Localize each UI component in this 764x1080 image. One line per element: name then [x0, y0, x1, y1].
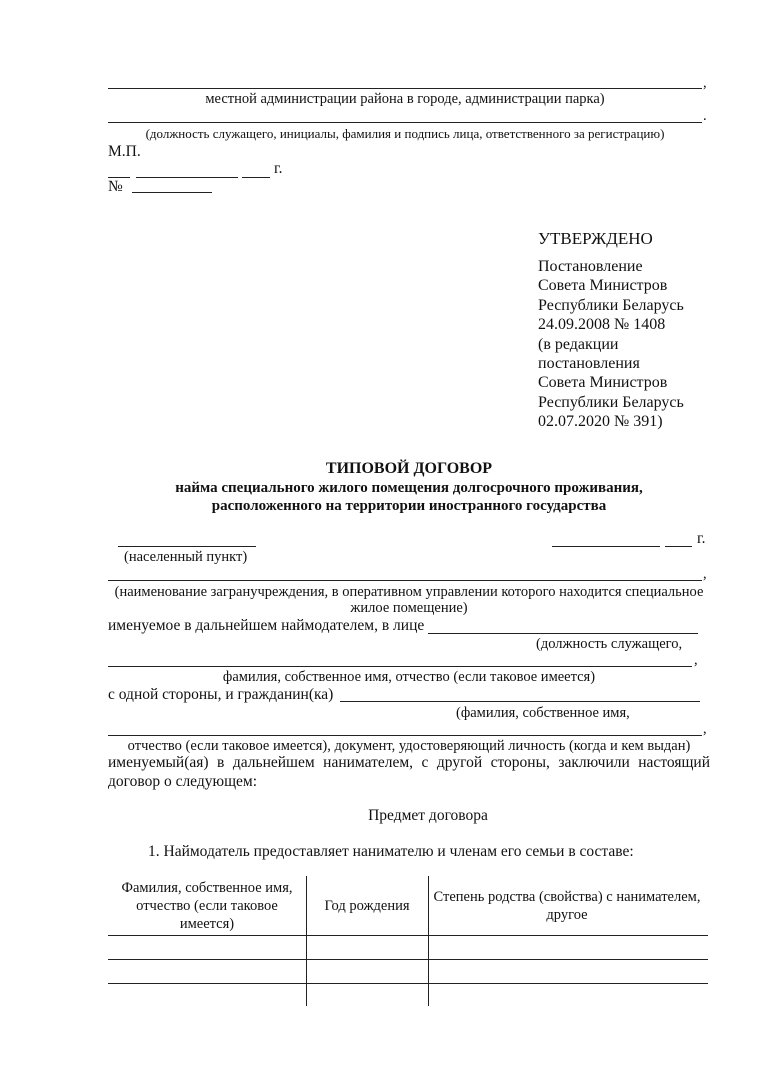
line-suffix: .	[703, 108, 707, 124]
date-suffix: г.	[274, 160, 283, 177]
approval-line: Республики Беларусь	[538, 393, 684, 411]
stamp-label: М.П.	[108, 143, 141, 160]
tenant-paragraph-line: именуемый(ая) в дальнейшем нанимателем, с другой стороны, заключили настоящий	[108, 754, 710, 771]
approval-line: Совета Министров	[538, 374, 668, 392]
contract-date-suffix: г.	[697, 530, 706, 547]
number-label: №	[108, 178, 123, 195]
caption-institution-cont: жилое помещение)	[350, 600, 468, 616]
agreement-line: договор о следующем:	[108, 773, 258, 790]
approval-line: (в редакции	[538, 335, 619, 353]
document-subtitle-2: расположенного на территории иностранного государства	[211, 498, 607, 514]
place-caption: (населенный пункт)	[124, 549, 248, 565]
caption-institution: (наименование загранучреждения, в оперативном управлении которого находится специальное	[114, 584, 704, 600]
line-suffix: ,	[703, 721, 707, 737]
caption-local-administration: местной администрации района в городе, администрации парка)	[205, 91, 605, 107]
table-header-name: Фамилия, собственное имя, отчество (если таковое имеется)	[121, 880, 293, 932]
approval-line: Республики Беларусь	[538, 296, 684, 314]
line-suffix: ,	[694, 652, 698, 668]
table-column-divider	[428, 876, 429, 1006]
citizen-label: с одной стороны, и гражданин(ка)	[108, 686, 334, 703]
approval-heading: УТВЕРЖДЕНО	[538, 229, 653, 248]
approval-line: Совета Министров	[538, 277, 668, 295]
approval-line: постановления	[538, 355, 640, 373]
caption-responsible-person: (должность служащего, инициалы, фамилия и подпись лица, ответственного за регистрацию)	[145, 126, 665, 141]
table-rule	[108, 935, 708, 936]
line-suffix: ,	[703, 566, 707, 582]
line-suffix: ,	[703, 75, 707, 91]
table-column-divider	[306, 876, 307, 1006]
caption-surname: (фамилия, собственное имя,	[456, 705, 630, 721]
document-title: ТИПОВОЙ ДОГОВОР	[325, 460, 493, 477]
section-heading: Предмет договора	[368, 807, 488, 824]
landlord-label: именуемое в дальнейшем наймодателем, в лице	[108, 617, 425, 634]
document-subtitle-1: найма специального жилого помещения долгосрочного проживания,	[175, 480, 643, 496]
approval-line: 24.09.2008 № 1408	[538, 316, 666, 334]
caption-identity-document: отчество (если таковое имеется), документ, удостоверяющий личность (когда и кем выдан)	[127, 738, 691, 754]
table-rule	[108, 983, 708, 984]
table-header-birth-year: Год рождения	[324, 898, 410, 914]
caption-position: (должность служащего,	[536, 636, 683, 652]
table-header-relation: Степень родства (свойства) с нанимателем, другое	[433, 889, 701, 923]
table-rule	[108, 959, 708, 960]
clause-1: 1. Наймодатель предоставляет нанимателю и членам его семьи в составе:	[148, 843, 634, 860]
approval-line: Постановление	[538, 258, 643, 275]
approval-line: 02.07.2020 № 391)	[538, 413, 663, 431]
caption-name: фамилия, собственное имя, отчество (если таковое имеется)	[222, 669, 596, 685]
